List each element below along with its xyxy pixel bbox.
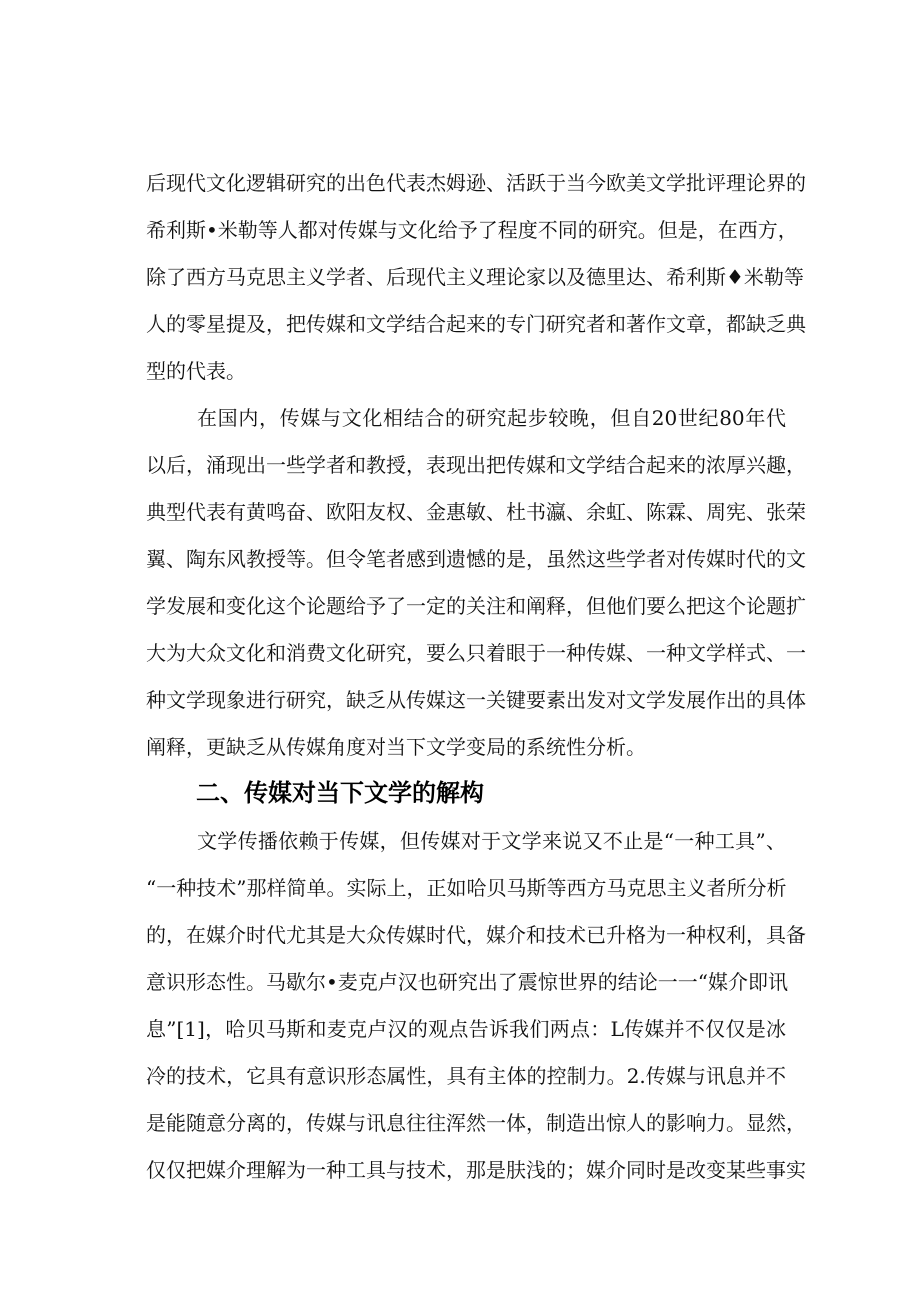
paragraph-1-line-3: 除了西方马克思主义学者、后现代主义理论家以及德里达、希利斯♦米勒等 (146, 265, 804, 289)
paragraph-2-line-6: 大为大众文化和消费文化研究，要么只着眼于一种传媒、一种文学样式、一 (146, 641, 806, 665)
paragraph-1-line-4: 人的零星提及，把传媒和文学结合起来的专门研究者和著作文章，都缺乏典 (146, 312, 806, 336)
paragraph-1-line-1: 后现代文化逻辑研究的出色代表杰姆逊、活跃于当今欧美文学批评理论界的 (146, 171, 806, 195)
paragraph-3-line-7: 是能随意分离的，传媒与讯息往往浑然一体，制造出惊人的影响力。显然， (146, 1111, 806, 1135)
paragraph-3-line-8: 仅仅把媒介理解为一种工具与技术，那是肤浅的；媒介同时是改变某些事实 (146, 1158, 806, 1182)
paragraph-2-line-8: 阐释，更缺乏从传媒角度对当下文学变局的系统性分析。 (146, 735, 646, 759)
paragraph-2-line-4: 翼、陶东风教授等。但令笔者感到遗憾的是，虽然这些学者对传媒时代的文 (146, 547, 806, 571)
paragraph-3-line-4: 意识形态性。马歇尔•麦克卢汉也研究出了震惊世界的结论一一“媒介即讯 (146, 970, 789, 994)
paragraph-2-line-3: 典型代表有黄鸣奋、欧阳友权、金惠敏、杜书瀛、余虹、陈霖、周宪、张荣 (146, 500, 806, 524)
paragraph-3-line-2: “一种技术”那样简单。实际上，正如哈贝马斯等西方马克思主义者所分析 (146, 876, 787, 900)
paragraph-2-line-7: 种文学现象进行研究，缺乏从传媒这一关键要素出发对文学发展作出的具体 (146, 688, 806, 712)
section-heading: 二、传媒对当下文学的解构 (196, 779, 484, 807)
paragraph-3-line-1: 文学传播依赖于传媒，但传媒对于文学来说又不止是“一种工具”、 (197, 829, 786, 853)
paragraph-1-line-5: 型的代表。 (146, 359, 246, 383)
paragraph-3-line-5: 息”[1]，哈贝马斯和麦克卢汉的观点告诉我们两点：L传媒并不仅仅是冰 (146, 1017, 786, 1041)
paragraph-2-line-5: 学发展和变化这个论题给予了一定的关注和阐释，但他们要么把这个论题扩 (146, 594, 806, 618)
paragraph-2-line-2: 以后，涌现出一些学者和教授，表现出把传媒和文学结合起来的浓厚兴趣， (146, 453, 806, 477)
paragraph-2-line-1: 在国内，传媒与文化相结合的研究起步较晚，但自20世纪80年代 (197, 406, 786, 430)
paragraph-1-line-2: 希利斯•米勒等人都对传媒与文化给予了程度不同的研究。但是，在西方， (146, 218, 798, 242)
paragraph-3-line-3: 的，在媒介时代尤其是大众传媒时代，媒介和技术已升格为一种权利，具备 (146, 923, 806, 947)
paragraph-3-line-6: 冷的技术，它具有意识形态属性，具有主体的控制力。2.传媒与讯息并不 (146, 1064, 786, 1088)
